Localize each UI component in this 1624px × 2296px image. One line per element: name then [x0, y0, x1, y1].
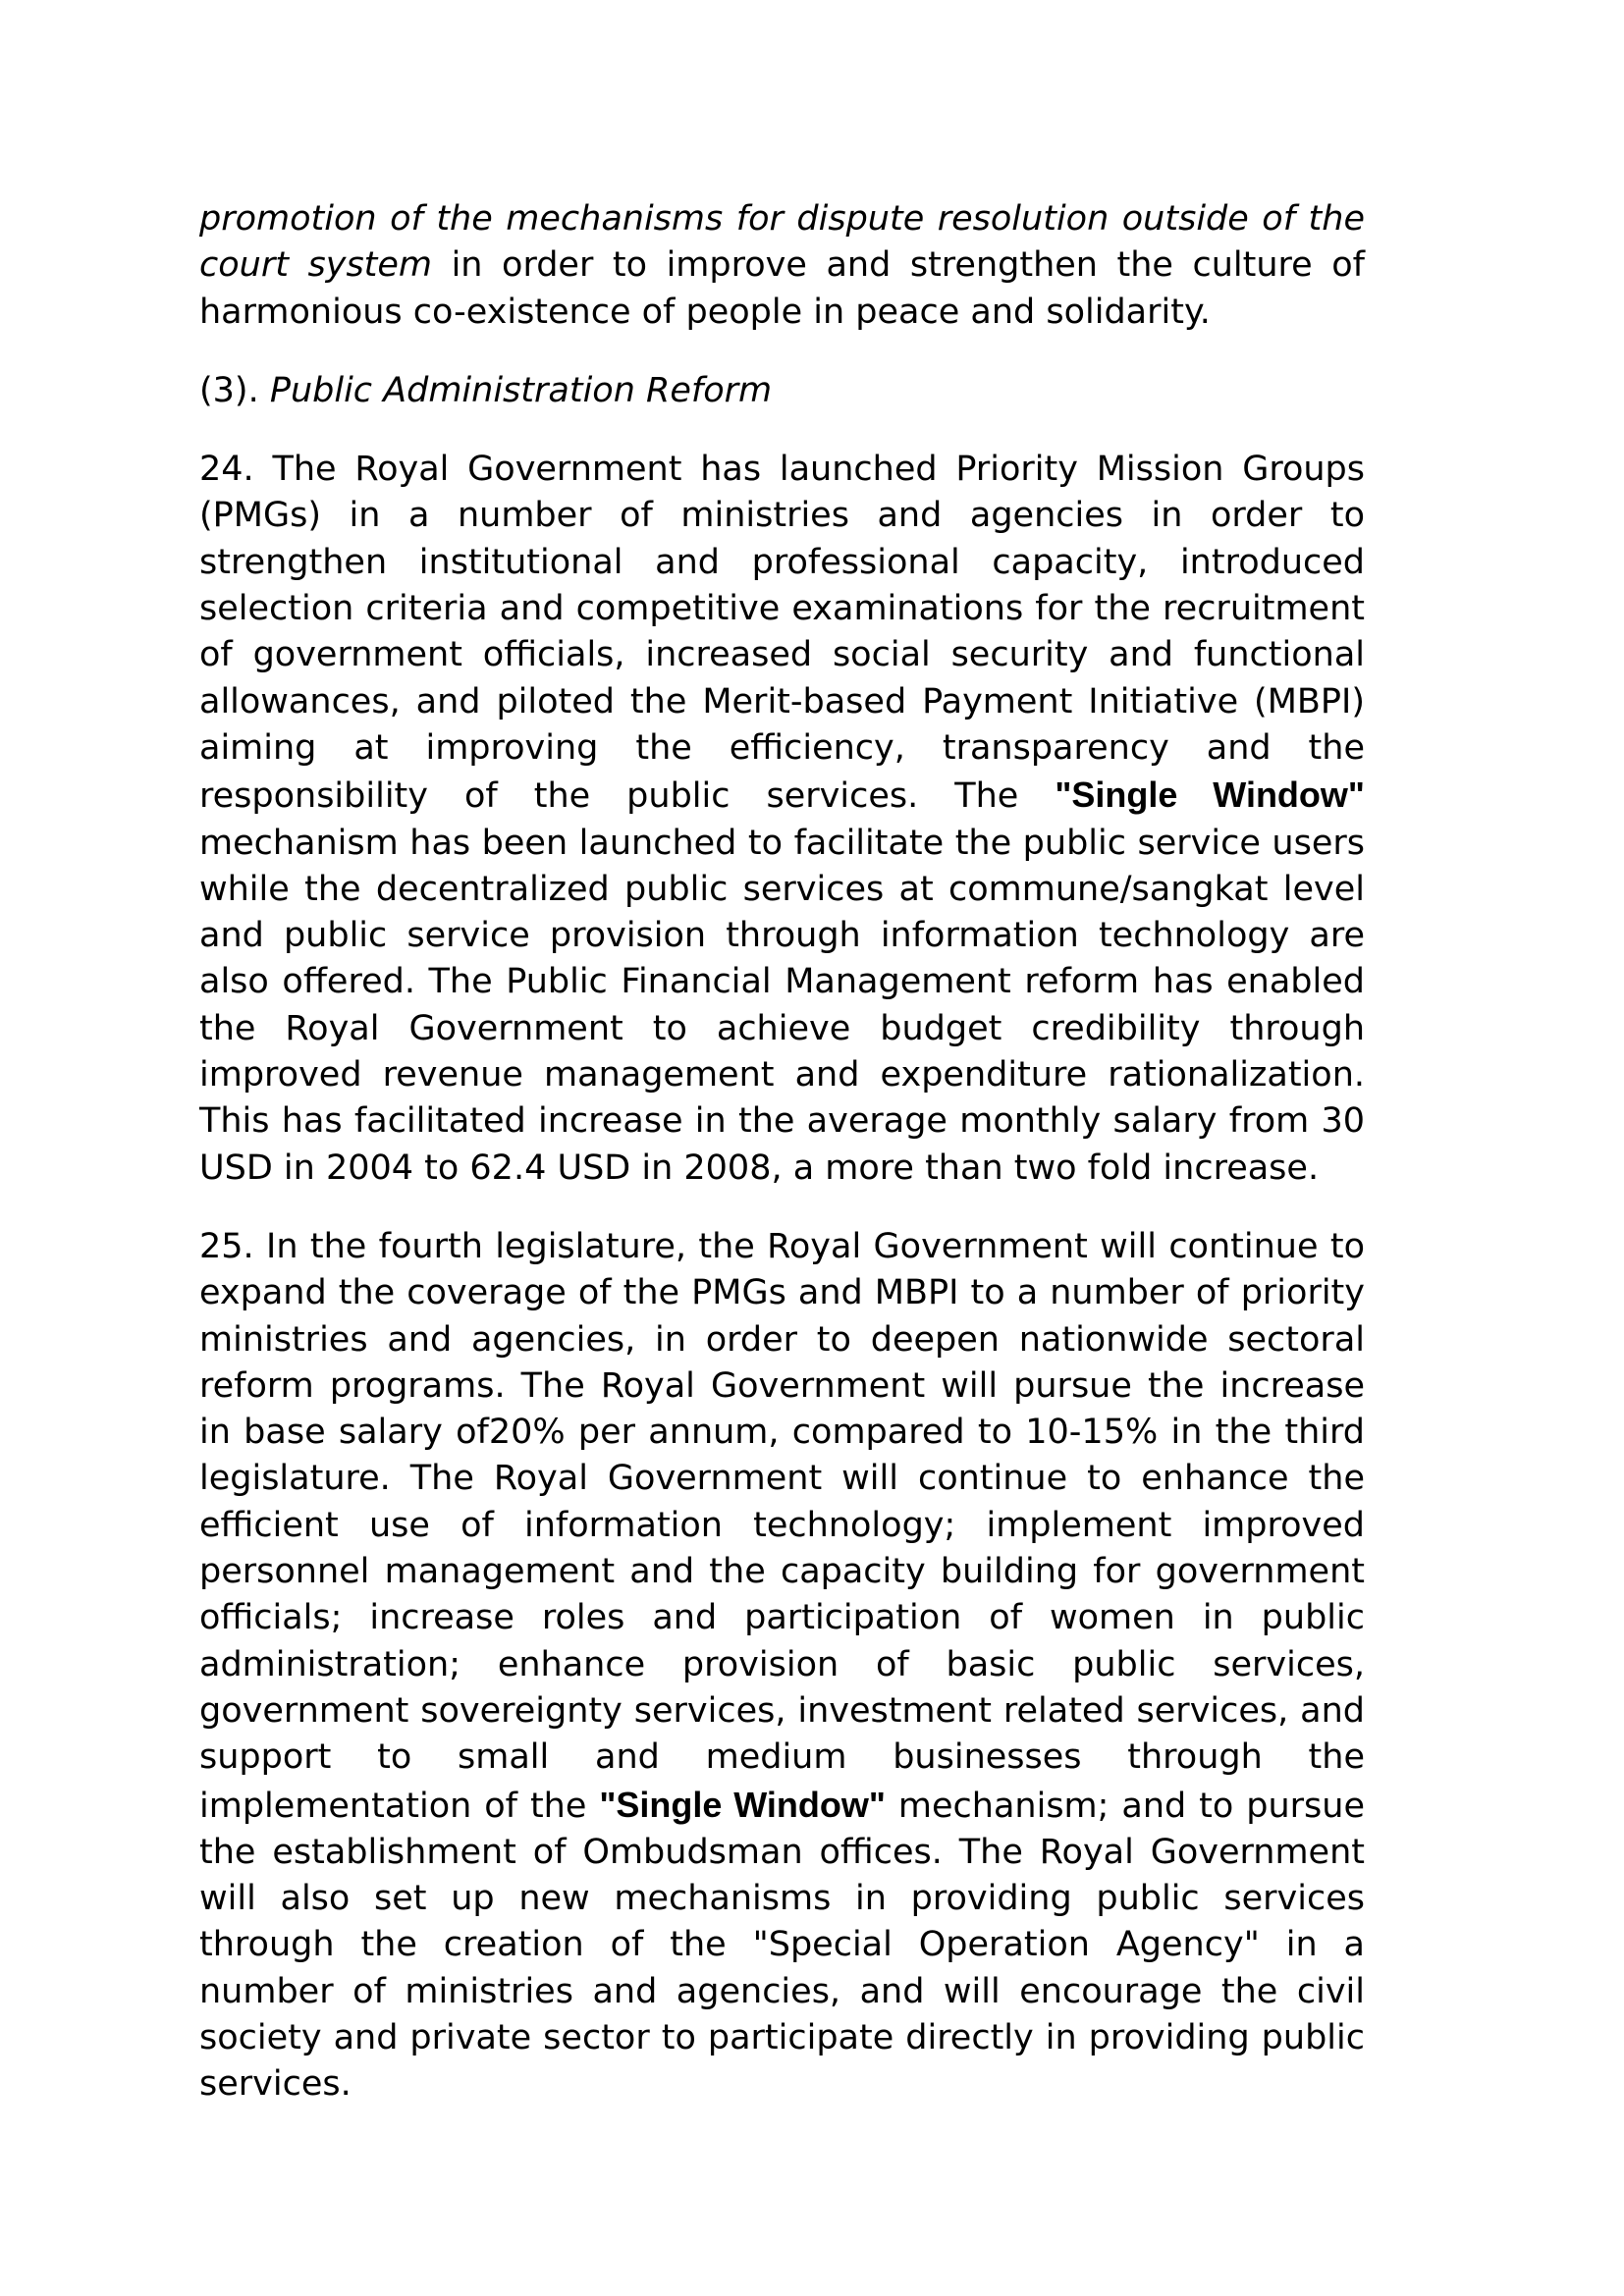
paragraph-25 [199, 1224, 1365, 2109]
section-title: Public Administration Reform [269, 370, 773, 410]
italic-phrase: promotion of the mechanisms for dispute resolution outside of the court system [199, 199, 1365, 286]
paragraph-text: mechanism has been launched to facilitate the public service users while the decentralized public services at commune/sangkat level and public service provision through information technology are also offered. The Public Financial Management reform has enabled the Royal Government to achieve budget credibility through improved revenue management and expenditure rationalization. This has facilitated increase in the average monthly salary from 30 USD in 2004 to 62.4 USD in 2008, a more than two fold increase. [199, 823, 1365, 1188]
section-number: (3). [199, 370, 270, 410]
document-body [199, 196, 1365, 2141]
section-heading [199, 368, 1365, 414]
paragraph-text: in order to improve and strengthen the culture of harmonious co-existence of people in peace and solidarity. [199, 245, 1365, 332]
paragraph-24 [199, 447, 1365, 1192]
paragraph-dispute-resolution [199, 196, 1365, 336]
paragraph-text: mechanism; and to pursue the establishment of Ombudsman offices. The Royal Government will also set up new mechanisms in providing public services through the creation of the "Special Operation Agency" in a number of ministries and agencies, and will encourage the civil society and private sector to participate directly in providing public services. [199, 1786, 1366, 2105]
paragraph-text: 24. The Royal Government has launched Priority Mission Groups (PMGs) in a number of ministries and agencies in order to strengthen institutional and professional capacity, introduced selection criteria and competitive examinations for the recruitment of government officials, increased social security and functional allowances, and piloted the Merit-based Payment Initiative (MBPI) aiming at improving the efficiency, transparency and the responsibility of the public services. The [199, 450, 1365, 817]
bold-phrase: "Single Window" [1055, 774, 1365, 816]
bold-phrase: "Single Window" [599, 1784, 886, 1825]
paragraph-text: 25. In the fourth legislature, the Royal Government will continue to expand the coverage of the PMGs and MBPI to a number of priority ministries and agencies, in order to deepen nationwide sectoral reform programs. The Royal Government will pursue the increase in base salary of20% per annum, compared to 10-15% in the third legislature. The Royal Government will continue to enhance the efficient use of information technology; implement improved personnel management and the capacity building for government officials; increase roles and participation of women in public administration; enhance provision of basic public services, government sovereignty services, investment related services, and support to small and medium businesses through the implementation of the [199, 1226, 1365, 1826]
